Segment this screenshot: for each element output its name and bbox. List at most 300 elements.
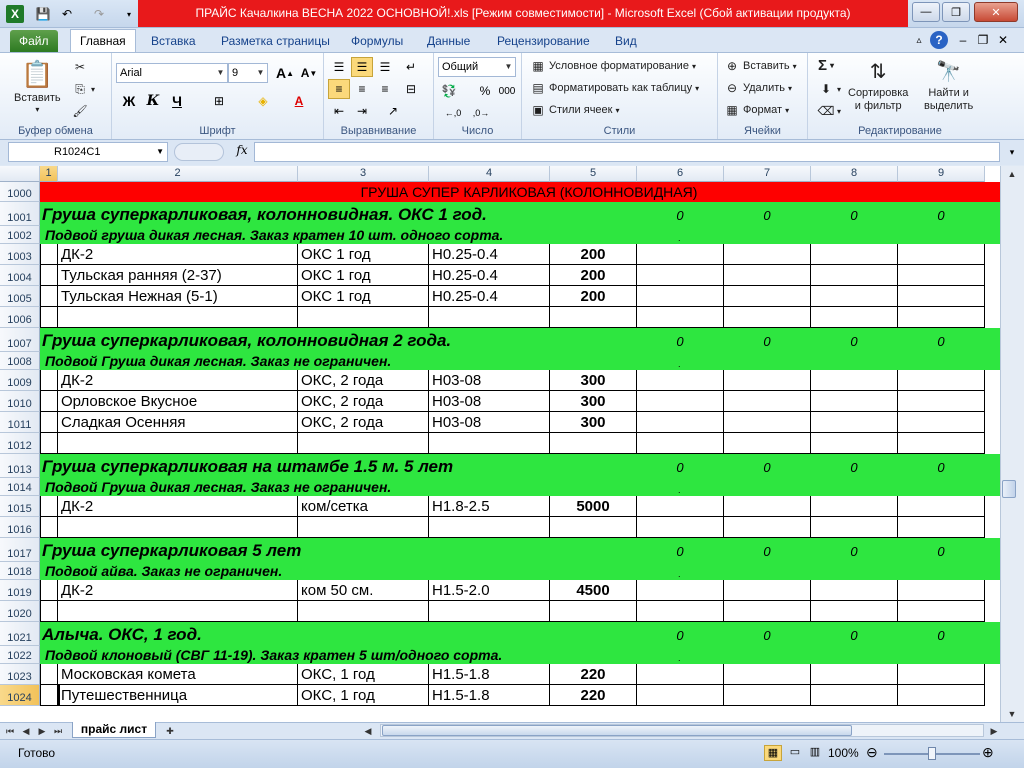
cell-col1[interactable] [40, 244, 58, 265]
ribbon-minimize-icon[interactable]: ▵ [916, 34, 922, 46]
cell-col6[interactable] [637, 601, 724, 622]
column-header[interactable]: 3 [298, 166, 429, 182]
cell-col9[interactable] [898, 601, 985, 622]
row-header[interactable]: 1011 [0, 412, 40, 433]
cell-size[interactable]: Н1.5-2.0 [429, 580, 550, 601]
cell-col6[interactable] [637, 664, 724, 685]
cell-price[interactable]: 5000 [550, 496, 637, 517]
column-header[interactable]: 4 [429, 166, 550, 182]
cell-size[interactable]: Н1.5-1.8 [429, 685, 550, 706]
cell-price[interactable] [550, 517, 637, 538]
group-title-row [40, 622, 1000, 646]
cell-col1[interactable] [40, 412, 58, 433]
cell-kind[interactable] [298, 517, 429, 538]
paste-button[interactable]: 📋 Вставить ▾ [14, 58, 61, 114]
zoom-level[interactable]: 100% [828, 746, 859, 760]
cell-col7[interactable] [724, 391, 811, 412]
qat-customize-icon[interactable]: ▾ [126, 9, 131, 19]
row-header[interactable]: 1000 [0, 182, 40, 202]
zero-value[interactable]: 0 [850, 544, 858, 559]
vertical-scrollbar[interactable] [1000, 166, 1024, 722]
cell-name[interactable] [58, 601, 298, 622]
zero-value[interactable]: 0 [676, 628, 684, 643]
cell-col8[interactable] [811, 433, 898, 454]
sheet-tab-price-list[interactable]: прайс лист [72, 722, 156, 738]
row-header[interactable]: 1001 [0, 202, 40, 226]
cell-price[interactable]: 220 [550, 664, 637, 685]
group-subtitle[interactable]: Подвой Груша дикая лесная. Заказ не ограничен. [45, 353, 392, 369]
group-title[interactable]: Груша суперкарликовая, колонновидная 2 года. [42, 331, 452, 350]
cell-col7[interactable] [724, 580, 811, 601]
spreadsheet-grid[interactable] [0, 166, 1000, 722]
next-sheet-icon[interactable]: ▶ [38, 726, 46, 736]
cell-col1[interactable] [40, 517, 58, 538]
cell-col9[interactable] [898, 496, 985, 517]
cell-price[interactable]: 300 [550, 412, 637, 433]
prev-sheet-icon[interactable]: ◀ [22, 726, 30, 736]
cell-name[interactable]: Сладкая Осенняя [58, 412, 298, 433]
find-select-button[interactable]: 🔭 Найти и выделить [924, 57, 973, 113]
group-subtitle[interactable]: Подвой клоновый (СВГ 11-19). Заказ кратен 5 шт/одного сорта. [45, 647, 503, 663]
zero-value[interactable]: 0 [676, 460, 684, 475]
font-name-combo[interactable]: Arial ▼ [116, 63, 228, 83]
zoom-slider-thumb[interactable] [928, 747, 936, 760]
cell-price[interactable]: 4500 [550, 580, 637, 601]
row-header[interactable]: 1006 [0, 307, 40, 328]
tab-data[interactable]: Данные [427, 34, 471, 48]
cell-price[interactable] [550, 433, 637, 454]
cell-price[interactable]: 200 [550, 265, 637, 286]
align-right-icon[interactable]: ≡ [381, 82, 389, 96]
cell-col1[interactable] [40, 370, 58, 391]
select-all-corner[interactable] [0, 166, 40, 182]
group-subtitle-row [40, 646, 1000, 664]
cell-kind[interactable]: ОКС, 2 года [298, 391, 429, 412]
font-color-icon[interactable]: A [294, 94, 304, 108]
cell-col7[interactable] [724, 370, 811, 391]
italic-button[interactable]: К [146, 93, 160, 109]
cut-button[interactable] [72, 59, 88, 75]
dot-marker: . [678, 569, 681, 579]
zero-value[interactable]: 0 [676, 334, 684, 349]
cell-kind[interactable]: ком/сетка [298, 496, 429, 517]
orientation-icon[interactable]: ↗ [387, 104, 399, 118]
scroll-down-icon[interactable]: ▼ [1007, 709, 1017, 719]
cell-col9[interactable] [898, 517, 985, 538]
cell-col8[interactable] [811, 601, 898, 622]
clear-button[interactable]: ⌫ ▾ [817, 104, 842, 118]
zero-value[interactable]: 0 [850, 334, 858, 349]
cell-col9[interactable] [898, 412, 985, 433]
row-header[interactable]: 1014 [0, 478, 40, 496]
number-format-combo[interactable]: Общий ▼ [438, 57, 516, 77]
cell-col9[interactable] [898, 370, 985, 391]
row-header[interactable]: 1013 [0, 454, 40, 478]
align-center-icon[interactable]: ≡ [358, 82, 366, 96]
group-styles [522, 53, 718, 139]
shrink-font-icon[interactable]: A ▼ [300, 66, 318, 80]
cell-size[interactable] [429, 517, 550, 538]
group-subtitle-row [40, 352, 1000, 370]
cell-price[interactable]: 200 [550, 286, 637, 307]
tab-review[interactable]: Рецензирование [497, 34, 590, 48]
cell-col7[interactable] [724, 601, 811, 622]
cell-col7[interactable] [724, 433, 811, 454]
zoom-in-icon[interactable]: ⊕ [982, 744, 994, 760]
cell-col8[interactable] [811, 265, 898, 286]
cell-col7[interactable] [724, 496, 811, 517]
cell-col9[interactable] [898, 580, 985, 601]
save-icon[interactable]: 💾 [35, 7, 51, 21]
zero-value[interactable]: 0 [937, 544, 945, 559]
cell-name[interactable]: Путешественница [58, 685, 298, 706]
name-box[interactable]: R1024C1 ▼ [8, 142, 168, 162]
cell-name[interactable]: Тульская ранняя (2-37) [58, 265, 298, 286]
cell-size[interactable]: Н03-08 [429, 370, 550, 391]
formula-expand-icon[interactable]: ▾ [1009, 147, 1015, 157]
tab-insert[interactable]: Вставка [151, 34, 196, 48]
zero-value[interactable]: 0 [763, 628, 771, 643]
cell-name[interactable]: Орловское Вкусное [58, 391, 298, 412]
cell-name[interactable] [58, 307, 298, 328]
group-cells [718, 53, 808, 139]
align-middle-icon[interactable]: ☰ [351, 57, 373, 77]
group-title[interactable]: Груша суперкарликовая, колонновидная. ОКС 1 год. [42, 205, 487, 224]
zoom-out-icon[interactable]: ⊖ [866, 744, 878, 760]
cell-col1[interactable] [40, 685, 58, 706]
format-cells-button[interactable]: ▦ Формат ▾ [724, 102, 789, 118]
row-header[interactable]: 1016 [0, 517, 40, 538]
first-sheet-icon[interactable]: ⏮ [5, 726, 15, 736]
cell-size[interactable]: Н03-08 [429, 412, 550, 433]
row-header[interactable]: 1019 [0, 580, 40, 601]
zero-value[interactable]: 0 [937, 208, 945, 223]
dot-marker: . [678, 485, 681, 495]
group-title[interactable]: Груша суперкарликовая на штамбе 1.5 м. 5 лет [42, 457, 454, 476]
group-subtitle[interactable]: Подвой Груша дикая лесная. Заказ не ограничен. [45, 479, 392, 495]
cell-col8[interactable] [811, 286, 898, 307]
cell-size[interactable] [429, 433, 550, 454]
table-row [40, 265, 1000, 286]
row-header[interactable]: 1004 [0, 265, 40, 286]
cell-col6[interactable] [637, 433, 724, 454]
cell-size[interactable]: Н0.25-0.4 [429, 286, 550, 307]
normal-view-icon[interactable]: ▦ [764, 745, 782, 761]
cell-kind[interactable] [298, 601, 429, 622]
cell-price[interactable] [550, 601, 637, 622]
decrease-indent-icon[interactable]: ⇤ [333, 104, 345, 118]
percent-button[interactable]: % [479, 84, 491, 98]
new-sheet-icon[interactable]: ✚ [166, 726, 174, 736]
cell-col8[interactable] [811, 580, 898, 601]
cell-size[interactable]: Н03-08 [429, 391, 550, 412]
cell-styles-button[interactable]: ▣ Стили ячеек ▾ [530, 102, 620, 118]
cell-size[interactable]: Н1.5-1.8 [429, 664, 550, 685]
cell-col8[interactable] [811, 307, 898, 328]
tab-view[interactable]: Вид [615, 34, 637, 48]
cell-col8[interactable] [811, 496, 898, 517]
insert-function-button[interactable]: fx [236, 143, 248, 157]
cell-col6[interactable] [637, 517, 724, 538]
cell-col9[interactable] [898, 286, 985, 307]
tab-formulas[interactable]: Формулы [351, 34, 404, 48]
row-header[interactable]: 1018 [0, 562, 40, 580]
row-header[interactable]: 1002 [0, 226, 40, 244]
cell-col9[interactable] [898, 685, 985, 706]
zero-value[interactable]: 0 [850, 628, 858, 643]
cell-kind[interactable]: ком 50 см. [298, 580, 429, 601]
doc-minimize-icon[interactable]: – [959, 33, 967, 47]
cell-col9[interactable] [898, 664, 985, 685]
cell-kind[interactable]: ОКС, 2 года [298, 370, 429, 391]
column-header[interactable]: 8 [811, 166, 898, 182]
row-header[interactable]: 1005 [0, 286, 40, 307]
insert-cells-button[interactable]: ⊕ Вставить ▾ [724, 58, 797, 74]
row-header[interactable]: 1012 [0, 433, 40, 454]
cell-col7[interactable] [724, 685, 811, 706]
zero-value[interactable]: 0 [937, 334, 945, 349]
cell-col8[interactable] [811, 370, 898, 391]
scroll-up-icon[interactable]: ▲ [1007, 169, 1017, 179]
increase-decimal-icon[interactable]: ←,0 [444, 108, 462, 118]
hscroll-left-icon[interactable]: ◀ [364, 726, 372, 736]
row-header[interactable]: 1009 [0, 370, 40, 391]
merge-cells-icon[interactable]: ⊟ [405, 82, 417, 96]
cell-col6[interactable] [637, 412, 724, 433]
column-header[interactable]: 7 [724, 166, 811, 182]
group-subtitle[interactable]: Подвой груша дикая лесная. Заказ кратен 10 шт. одного сорта. [45, 227, 504, 243]
doc-restore-icon[interactable]: ❐ [977, 33, 989, 47]
cell-col1[interactable] [40, 265, 58, 286]
conditional-format-icon: ▦ [532, 59, 544, 73]
zero-value[interactable]: 0 [763, 544, 771, 559]
thousands-button[interactable]: 000 [498, 85, 516, 97]
row-header[interactable]: 1022 [0, 646, 40, 664]
cell-col6[interactable] [637, 244, 724, 265]
cell-col8[interactable] [811, 391, 898, 412]
last-sheet-icon[interactable]: ⏭ [53, 726, 63, 736]
cell-kind[interactable]: ОКС, 2 года [298, 412, 429, 433]
cell-col9[interactable] [898, 433, 985, 454]
column-header[interactable]: 9 [898, 166, 985, 182]
zero-value[interactable]: 0 [850, 208, 858, 223]
cell-name[interactable] [58, 517, 298, 538]
undo-icon[interactable]: ↶ [61, 7, 73, 21]
cell-col6[interactable] [637, 370, 724, 391]
horizontal-scroll-thumb[interactable] [382, 725, 852, 736]
column-header[interactable]: 1 [40, 166, 58, 182]
zero-value[interactable]: 0 [937, 628, 945, 643]
eraser-icon: ⌫ [817, 104, 835, 118]
page-layout-view-icon[interactable]: ▭ [789, 746, 801, 758]
cell-col1[interactable] [40, 664, 58, 685]
cell-kind[interactable] [298, 433, 429, 454]
cell-col7[interactable] [724, 664, 811, 685]
zero-value[interactable]: 0 [850, 460, 858, 475]
cell-price[interactable]: 200 [550, 244, 637, 265]
cell-kind[interactable]: ОКС, 1 год [298, 664, 429, 685]
cell-col6[interactable] [637, 391, 724, 412]
cell-col1[interactable] [40, 601, 58, 622]
align-bottom-icon[interactable]: ☰ [379, 60, 391, 74]
help-icon[interactable]: ? [930, 31, 948, 49]
zero-value[interactable]: 0 [763, 460, 771, 475]
currency-icon[interactable]: 💱 [441, 84, 457, 98]
formula-bar-expander[interactable] [174, 143, 224, 161]
format-as-table-button[interactable]: ▤ Форматировать как таблицу ▾ [530, 80, 699, 96]
fill-button[interactable]: ⬇ ▾ [818, 81, 841, 97]
doc-close-icon[interactable]: ✕ [997, 33, 1009, 47]
cell-col6[interactable] [637, 286, 724, 307]
increase-indent-icon[interactable]: ⇥ [356, 104, 368, 118]
cell-size[interactable]: Н1.8-2.5 [429, 496, 550, 517]
row-header[interactable]: 1003 [0, 244, 40, 265]
cell-name[interactable]: Московская комета [58, 664, 298, 685]
align-top-icon[interactable]: ☰ [333, 60, 345, 74]
cell-col7[interactable] [724, 265, 811, 286]
column-header[interactable]: 2 [58, 166, 298, 182]
sort-filter-button[interactable]: ⇅ Сортировка и фильтр [848, 57, 908, 113]
tab-home[interactable]: Главная [70, 29, 136, 53]
cell-col8[interactable] [811, 664, 898, 685]
cell-col6[interactable] [637, 685, 724, 706]
zero-value[interactable]: 0 [763, 208, 771, 223]
row-header[interactable]: 1023 [0, 664, 40, 685]
page-break-view-icon[interactable]: ▥ [809, 746, 821, 758]
cell-col7[interactable] [724, 307, 811, 328]
cell-col1[interactable] [40, 307, 58, 328]
cell-col7[interactable] [724, 412, 811, 433]
group-title[interactable]: Груша суперкарликовая 5 лет [42, 541, 302, 560]
row-header[interactable]: 1020 [0, 601, 40, 622]
cell-size[interactable]: Н0.25-0.4 [429, 265, 550, 286]
cell-col6[interactable] [637, 307, 724, 328]
group-title[interactable]: Алыча. ОКС, 1 год. [42, 625, 202, 644]
scissors-icon: ✂ [74, 60, 86, 74]
column-header[interactable]: 5 [550, 166, 637, 182]
cell-styles-icon: ▣ [532, 103, 544, 117]
cell-col8[interactable] [811, 685, 898, 706]
cell-kind[interactable]: ОКС 1 год [298, 244, 429, 265]
cell-col6[interactable] [637, 580, 724, 601]
zero-value[interactable]: 0 [763, 334, 771, 349]
cell-price[interactable]: 300 [550, 370, 637, 391]
cell-size[interactable]: Н0.25-0.4 [429, 244, 550, 265]
decrease-decimal-icon[interactable]: ,0→ [472, 108, 490, 118]
group-font [112, 53, 324, 139]
row-header[interactable]: 1015 [0, 496, 40, 517]
conditional-formatting-button[interactable]: ▦ Условное форматирование ▾ [530, 58, 696, 74]
cell-col9[interactable] [898, 265, 985, 286]
row-header[interactable]: 1008 [0, 352, 40, 370]
wrap-text-icon[interactable]: ↵ [405, 60, 417, 74]
zero-value[interactable]: 0 [676, 544, 684, 559]
cell-kind[interactable]: ОКС, 1 год [298, 685, 429, 706]
underline-button[interactable]: Ч [172, 93, 182, 109]
cell-name[interactable]: ДК-2 [58, 496, 298, 517]
minimize-button[interactable]: — [912, 2, 940, 22]
row-header[interactable]: 1017 [0, 538, 40, 562]
cell-price[interactable] [550, 307, 637, 328]
copy-button[interactable]: ⎘ ▾ [72, 81, 95, 97]
cell-col1[interactable] [40, 580, 58, 601]
group-subtitle-row [40, 226, 1000, 244]
redo-icon[interactable]: ↷ [93, 7, 105, 21]
cell-col6[interactable] [637, 265, 724, 286]
formula-input[interactable] [254, 142, 1000, 162]
cell-price[interactable]: 300 [550, 391, 637, 412]
close-button[interactable]: ✕ [974, 2, 1018, 22]
group-title-row [40, 454, 1000, 478]
format-painter-button[interactable] [72, 103, 88, 119]
zero-value[interactable]: 0 [676, 208, 684, 223]
cell-size[interactable] [429, 307, 550, 328]
cell-kind[interactable]: ОКС 1 год [298, 265, 429, 286]
cell-name[interactable]: ДК-2 [58, 244, 298, 265]
cell-name[interactable]: Тульская Нежная (5-1) [58, 286, 298, 307]
column-header[interactable]: 6 [637, 166, 724, 182]
cell-price[interactable]: 220 [550, 685, 637, 706]
tab-file[interactable]: Файл [10, 30, 58, 52]
cell-col9[interactable] [898, 307, 985, 328]
group-subtitle[interactable]: Подвой айва. Заказ не ограничен. [45, 563, 283, 579]
table-row [40, 244, 1000, 265]
cell-col8[interactable] [811, 244, 898, 265]
group-editing [808, 53, 992, 139]
align-left-icon[interactable]: ≡ [328, 79, 350, 99]
vertical-scroll-thumb[interactable] [1002, 480, 1016, 498]
bold-button[interactable]: Ж [122, 93, 136, 109]
cell-col7[interactable] [724, 517, 811, 538]
cell-size[interactable] [429, 601, 550, 622]
row-header[interactable]: 1021 [0, 622, 40, 646]
section-banner[interactable]: ГРУША СУПЕР КАРЛИКОВАЯ (КОЛОННОВИДНАЯ) [360, 184, 698, 200]
autosum-button[interactable]: Σ ▾ [818, 57, 835, 74]
cell-col9[interactable] [898, 244, 985, 265]
cell-col7[interactable] [724, 244, 811, 265]
tab-page-layout[interactable]: Разметка страницы [221, 34, 330, 48]
cell-col1[interactable] [40, 391, 58, 412]
group-title-row [40, 538, 1000, 562]
cell-col1[interactable] [40, 433, 58, 454]
font-size-combo[interactable]: 9 ▼ [228, 63, 268, 83]
zero-value[interactable]: 0 [937, 460, 945, 475]
cell-col9[interactable] [898, 391, 985, 412]
row-header[interactable]: 1010 [0, 391, 40, 412]
cell-col1[interactable] [40, 496, 58, 517]
cell-col6[interactable] [637, 496, 724, 517]
row-header[interactable]: 1007 [0, 328, 40, 352]
brush-icon: 🖌 [72, 104, 88, 118]
cell-kind[interactable]: ОКС 1 год [298, 286, 429, 307]
restore-button[interactable]: ❐ [942, 2, 970, 22]
fill-color-icon[interactable]: ◈ [258, 94, 268, 108]
cell-name[interactable]: ДК-2 [58, 370, 298, 391]
cell-col1[interactable] [40, 286, 58, 307]
cell-col8[interactable] [811, 412, 898, 433]
cell-col7[interactable] [724, 286, 811, 307]
cell-name[interactable] [58, 433, 298, 454]
hscroll-right-icon[interactable]: ▶ [990, 726, 998, 736]
row-header[interactable]: 1024 [0, 685, 40, 706]
borders-icon[interactable]: ⊞ [213, 94, 225, 108]
cell-col8[interactable] [811, 517, 898, 538]
delete-cells-button[interactable]: ⊖ Удалить ▾ [724, 80, 792, 96]
grow-font-icon[interactable]: A ▲ [275, 65, 295, 81]
excel-logo-icon[interactable]: X [6, 5, 24, 23]
cell-kind[interactable] [298, 307, 429, 328]
cell-name[interactable]: ДК-2 [58, 580, 298, 601]
